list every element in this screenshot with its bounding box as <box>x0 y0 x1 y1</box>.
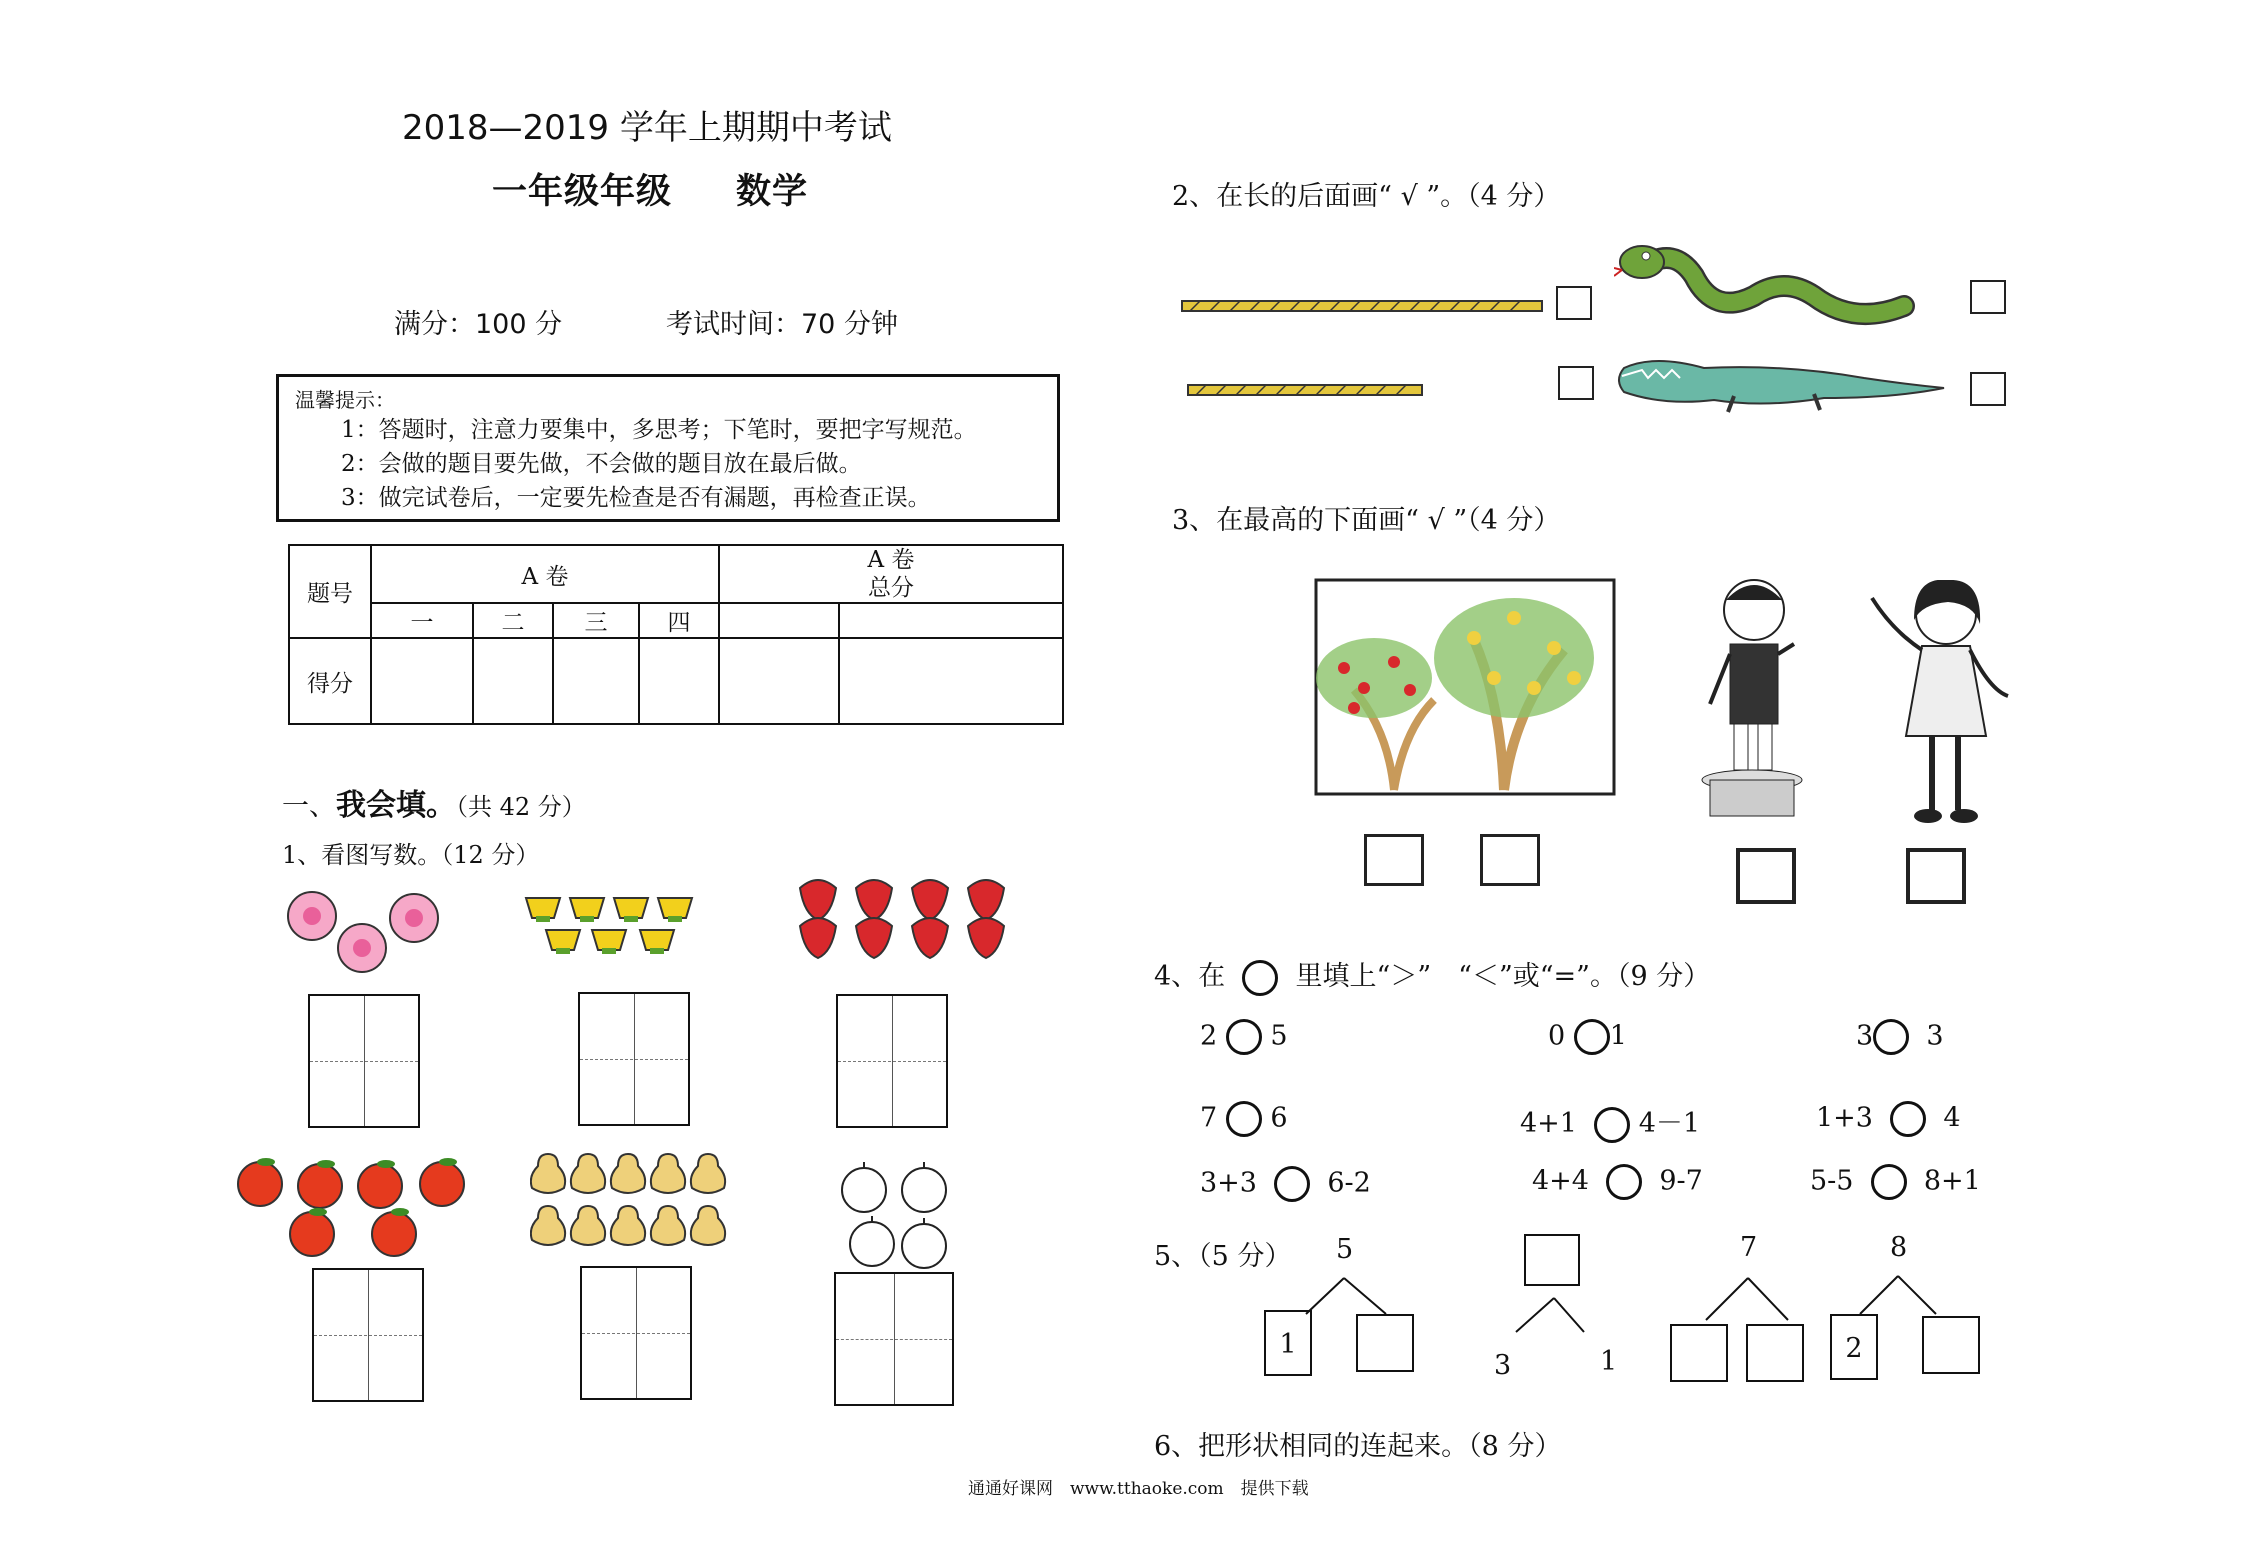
section-a-total-header: A 卷 总分 <box>719 545 1063 603</box>
rope-icon <box>1186 380 1426 400</box>
fruit-trees-icon <box>1314 578 1616 796</box>
pink-flower-icon <box>280 886 450 976</box>
q4-text: 4、在 里填上“＞” “＜”或“=”。（9 分） <box>1154 954 1710 996</box>
col-3: 三 <box>553 603 639 638</box>
q2-text: 2、在长的后面画“ √ ”。（4 分） <box>1172 181 1561 212</box>
score-cell[interactable] <box>371 638 473 724</box>
checkbox-tree-2[interactable] <box>1480 834 1540 886</box>
answer-circle[interactable] <box>1226 1101 1262 1137</box>
boy-on-stool-icon <box>1694 574 1804 824</box>
footer-source: 通通好课网 www.tthaoke.com 提供下载 <box>968 1479 1309 1499</box>
answer-grid[interactable] <box>312 1268 424 1402</box>
answer-circle[interactable] <box>1594 1107 1630 1143</box>
compare-item: 5-5 8+1 <box>1810 1164 1981 1200</box>
bond-left-value: 3 <box>1494 1350 1512 1381</box>
bond-box[interactable] <box>1356 1314 1414 1372</box>
row-label-question: 题号 <box>289 545 371 638</box>
exam-title: 2018—2019 学年上期期中考试 <box>402 108 892 148</box>
q5-text: 5、（5 分） <box>1154 1241 1292 1272</box>
compare-item: 4+4 9-7 <box>1532 1164 1703 1200</box>
compare-item: 7 6 <box>1200 1101 1288 1137</box>
answer-circle[interactable] <box>1606 1164 1642 1200</box>
circle-icon <box>1242 960 1278 996</box>
checkbox-tree-1[interactable] <box>1364 834 1424 886</box>
col-1: 一 <box>371 603 473 638</box>
apple-icon <box>234 1154 474 1264</box>
q3-text: 3、在最高的下面画“ √ ”（4 分） <box>1172 505 1561 536</box>
bond-top-value: 8 <box>1890 1232 1908 1263</box>
answer-circle[interactable] <box>1226 1019 1262 1055</box>
bond-box[interactable] <box>1524 1234 1580 1286</box>
tips-heading: 温馨提示： <box>295 388 395 412</box>
bond-box[interactable] <box>1746 1324 1804 1382</box>
compare-item: 1+3 4 <box>1816 1101 1961 1137</box>
exam-time: 考试时间：70 分钟 <box>666 309 898 340</box>
compare-item: 0 1 <box>1548 1019 1627 1055</box>
snake-icon <box>1614 236 1944 328</box>
bond-right-value: 1 <box>1600 1346 1618 1377</box>
tip-item: 3：做完试卷后，一定要先检查是否有漏题，再检查正误。 <box>341 485 931 511</box>
rope-icon <box>1180 296 1546 316</box>
checkbox-crocodile[interactable] <box>1970 372 2006 406</box>
girl-icon <box>1866 580 2016 830</box>
score-cell[interactable] <box>639 638 719 724</box>
answer-circle[interactable] <box>1873 1019 1909 1055</box>
tip-item: 1：答题时，注意力要集中，多思考；下笔时，要把字写规范。 <box>341 417 977 443</box>
answer-grid[interactable] <box>834 1272 954 1406</box>
score-cell[interactable] <box>553 638 639 724</box>
checkbox-long-rope[interactable] <box>1556 286 1592 320</box>
bond-box[interactable]: 2 <box>1830 1314 1878 1380</box>
tips-box <box>276 374 1060 522</box>
compare-item: 2 5 <box>1200 1019 1288 1055</box>
subject-label: 数学 <box>736 171 809 212</box>
pear-icon <box>530 1148 730 1258</box>
answer-circle[interactable] <box>1871 1164 1907 1200</box>
answer-circle[interactable] <box>1274 1166 1310 1202</box>
tip-item: 2：会做的题目要先做，不会做的题目放在最后做。 <box>341 451 862 477</box>
part1-heading: 一、我会填。（共 42 分） <box>282 788 586 823</box>
answer-circle[interactable] <box>1890 1101 1926 1137</box>
bond-box[interactable]: 1 <box>1264 1310 1312 1376</box>
answer-grid[interactable] <box>578 992 690 1126</box>
score-cell[interactable] <box>719 638 839 724</box>
outline-apple-icon <box>836 1160 956 1270</box>
bond-box[interactable] <box>1922 1316 1980 1374</box>
crocodile-icon <box>1614 346 1954 418</box>
checkbox-boy[interactable] <box>1736 848 1796 904</box>
bond-box[interactable] <box>1670 1324 1728 1382</box>
q6-text: 6、把形状相同的连起来。（8 分） <box>1154 1431 1562 1462</box>
answer-grid[interactable] <box>308 994 420 1128</box>
grade-label: 一年级年级 <box>492 171 673 212</box>
strawberry-icon <box>790 874 1020 964</box>
col-2: 二 <box>473 603 553 638</box>
section-a-header: A 卷 <box>371 545 719 603</box>
row-label-score: 得分 <box>289 638 371 724</box>
compare-item: 4+1 4－1 <box>1520 1101 1700 1143</box>
score-cell[interactable] <box>473 638 553 724</box>
q1-text: 1、看图写数。（12 分） <box>282 841 540 869</box>
full-score: 满分：100 分 <box>394 309 563 340</box>
compare-item: 3 3 <box>1856 1019 1944 1055</box>
answer-grid[interactable] <box>580 1266 692 1400</box>
answer-circle[interactable] <box>1574 1019 1610 1055</box>
checkbox-girl[interactable] <box>1906 848 1966 904</box>
compare-item: 3+3 6-2 <box>1200 1166 1371 1202</box>
score-table <box>288 544 1064 725</box>
bond-top-value: 5 <box>1336 1234 1354 1265</box>
yellow-flower-icon <box>522 890 702 960</box>
checkbox-snake[interactable] <box>1970 280 2006 314</box>
col-4: 四 <box>639 603 719 638</box>
bond-top-value: 7 <box>1740 1232 1758 1263</box>
score-total-cell[interactable] <box>839 638 1063 724</box>
answer-grid[interactable] <box>836 994 948 1128</box>
checkbox-short-rope[interactable] <box>1558 366 1594 400</box>
